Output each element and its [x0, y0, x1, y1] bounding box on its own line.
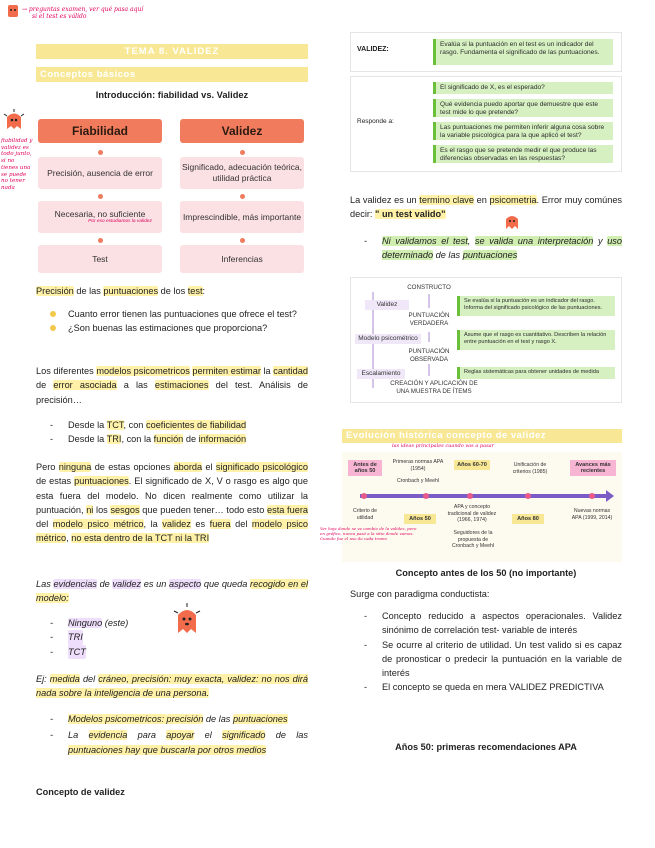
hl: TCT	[106, 420, 124, 430]
interpretacion-list	[350, 234, 622, 263]
puntuacion-observada: PUNTUACIÓN OBSERVADA	[408, 348, 450, 363]
anos50-heading: Años 50: primeras recomendaciones APA	[395, 742, 577, 752]
hl: aspecto	[168, 579, 202, 589]
hl: TRI	[68, 630, 83, 644]
validez-item-2: Imprescindible, más importante	[180, 201, 304, 233]
text: , con la	[121, 434, 154, 445]
text: que queda	[201, 579, 251, 589]
timeline-axis	[342, 486, 622, 506]
hl: coeficientes de fiabilidad	[145, 420, 247, 430]
top-handwritten-note	[22, 6, 222, 20]
hl: modelo psico métrico	[52, 519, 144, 529]
hl: Modelos psicometricos:	[68, 714, 167, 724]
validez-node: Validez	[365, 300, 409, 310]
text: Los diferentes	[36, 366, 97, 376]
concept-item-1: Concepto reducido a aspectos operacionales. Validez sinónimo de correlación test- variable de interés	[382, 611, 622, 636]
text: es un	[141, 579, 169, 589]
hl: recogido en el modelo:	[36, 579, 308, 604]
list-item	[364, 680, 622, 694]
hl: TRI	[106, 434, 122, 445]
text: de las	[265, 730, 308, 741]
responde-q3: Las puntuaciones me permiten inferir alguna cosa sobre la variable psicológica para la que aplicó el test?	[433, 122, 613, 140]
validez-header: Validez	[180, 119, 304, 143]
top-note-line1: → preguntas examen, ver qué pasa aquí	[22, 6, 144, 13]
timeline	[342, 452, 622, 562]
question-1: Cuanto error tienen las puntuaciones que ofrece el test?	[68, 309, 297, 319]
connector-dot	[98, 238, 103, 243]
text: . El significado de X, V o rasgo es algo que esta fuera del modelo. No dicen realmente como utilizar la puntuación,	[36, 476, 308, 515]
creacion-label: CREACIÓN Y APLICACIÓN DE UNA MUESTRA DE ÍTEMS	[390, 380, 478, 395]
dash-icon: -	[364, 611, 368, 621]
tl-nuevas: Nuevas normas APA (1999, 2014)	[571, 508, 613, 521]
hl: permiten estimar	[192, 366, 261, 376]
hl: esta fuera	[267, 504, 308, 515]
text: de	[96, 579, 113, 589]
precision-paragraph	[36, 284, 308, 298]
responde-q1: El significado de X, es el esperado?	[433, 82, 613, 94]
hl: validez	[112, 579, 142, 589]
tl-seguidores: Seguidores de la propuesta de Cronbach y Meehl	[451, 530, 495, 549]
text: del	[36, 519, 53, 529]
hl: no esta dentro de la TCT ni la TRI	[71, 533, 210, 544]
modelos-paragraph	[36, 364, 308, 407]
list-item	[364, 234, 622, 263]
example-list	[36, 712, 308, 757]
responde-label: Responde a:	[357, 118, 394, 125]
text: el	[194, 730, 223, 741]
fiabilidad-item-3: Test	[38, 245, 162, 273]
text: de estas opciones	[91, 462, 174, 472]
top-note-line2: si el test es válido	[32, 13, 87, 21]
dash-icon: -	[50, 618, 54, 628]
text: que pueden tener… todo esto	[139, 504, 268, 515]
validez-item-1: Significado, adecuación teórica, utilidad práctica	[180, 157, 304, 189]
text: de las	[203, 714, 233, 724]
tl-unificacion: Unificación de criterios (1985)	[512, 462, 548, 475]
text: de las	[433, 250, 463, 261]
text: Las	[36, 579, 54, 589]
hl: TCT	[68, 645, 86, 659]
connector-dot	[240, 150, 245, 155]
hl: modelos psicometricos	[96, 366, 190, 376]
hl: información	[198, 434, 247, 445]
hl: estimaciones	[154, 380, 209, 391]
text: de los	[158, 286, 188, 296]
list-item	[50, 307, 308, 321]
modelo-node: Modelo psicométrico	[355, 334, 421, 344]
connector-dot	[240, 194, 245, 199]
responde-q2: Qué evidencia puedo aportar que demuestre que este test mide lo que pretende?	[433, 99, 613, 117]
text: . Error muy comúnes decir:	[350, 195, 623, 220]
list-item	[50, 616, 176, 630]
hl: psicometria	[489, 195, 537, 205]
list-item	[50, 712, 308, 726]
dash-icon: -	[50, 730, 54, 741]
responde-q4: Es el rasgo que se pretende medir el que produce las diferencias observadas en las respuestas?	[433, 145, 613, 163]
hl: apoyar	[166, 730, 195, 741]
text: Desde la	[68, 434, 107, 445]
hl-test: test	[187, 286, 203, 296]
side-handwritten-note: fiabilidad y validez es todo junto, si no tienes una se puede no tener nada	[1, 138, 33, 191]
hl: evidencias	[53, 579, 97, 589]
validez-item-3: Inferencias	[180, 245, 304, 273]
hl: uso determinado	[382, 236, 623, 261]
hl: validez	[162, 519, 191, 529]
evidencias-paragraph	[36, 577, 308, 606]
text: es	[190, 519, 210, 529]
text: ,	[66, 533, 72, 544]
hl: termino clave	[419, 195, 475, 205]
hl: puntuaciones	[74, 476, 129, 487]
hl: significado psicológico	[215, 462, 309, 472]
text: La validez es un	[350, 195, 420, 205]
fiabilidad-item-2-note: Por eso estudiamos la validez	[88, 219, 152, 225]
question-list	[36, 307, 308, 336]
tl-a50: Años 50	[404, 514, 436, 524]
intro-title: Introducción: fiabilidad vs. Validez	[95, 90, 249, 100]
topic-banner: TEMA 8. VALIDEZ	[36, 44, 308, 59]
dash-icon: -	[50, 714, 54, 724]
hl: cantidad	[273, 366, 308, 376]
dash-icon: -	[364, 682, 368, 693]
significado-paragraph	[36, 460, 308, 546]
validez-label: VALIDEZ:	[357, 46, 389, 53]
text: , la	[143, 519, 163, 529]
escalamiento-node-text: Reglas sistemáticas para obtener unidades de medida	[457, 367, 615, 379]
termino-clave-paragraph	[350, 193, 622, 222]
text: de las	[73, 286, 104, 296]
dash-icon: -	[50, 434, 54, 445]
ghost-sticker-icon	[2, 108, 26, 132]
hl: Ninguno	[68, 618, 103, 628]
hl: sesgos	[110, 504, 140, 515]
dash-icon: -	[50, 420, 54, 430]
fiabilidad-item-1: Precisión, ausencia de error	[38, 157, 162, 189]
hl: puntuaciones hay que buscarla por otros medios	[68, 744, 267, 755]
validez-definition-panel	[350, 32, 622, 72]
tl-a80: Años 80	[512, 514, 544, 524]
list-item	[50, 728, 308, 757]
text: de	[183, 434, 199, 445]
tl-a6070: Años 60-70	[454, 460, 490, 470]
puntuacion-verdadera: PUNTUACIÓN VERDADERA	[408, 312, 450, 327]
text: del	[230, 519, 252, 529]
text: los	[93, 504, 111, 515]
hl-puntuaciones: puntuaciones	[103, 286, 159, 296]
connector-dot	[240, 238, 245, 243]
connector-dot	[98, 194, 103, 199]
hl: " un test valido"	[375, 209, 446, 220]
hl: medida	[49, 674, 80, 684]
text: del test. Análisis de precisión…	[36, 380, 309, 405]
antes50-heading: Concepto antes de los 50 (no importante)	[395, 568, 577, 578]
tl-cronbach: Cronbach y Meehl	[396, 478, 440, 484]
constructo-label: CONSTRUCTO	[407, 284, 451, 291]
text: a las	[116, 380, 155, 391]
text: para	[127, 730, 167, 741]
text: de estas	[36, 476, 75, 487]
hl: error asociada	[53, 380, 117, 391]
hl: se valida una interpretación	[474, 236, 594, 246]
analysis-list	[36, 418, 308, 447]
text: en	[474, 195, 490, 205]
list-item	[50, 418, 308, 432]
modelo-node-text: Asume que el rasgo es cuantitativo. Describen la relación entre puntuación en el test y rasgo X.	[457, 330, 615, 350]
text: el	[202, 462, 216, 472]
text: (este)	[102, 618, 129, 628]
text: :	[202, 286, 206, 296]
text: del	[79, 674, 99, 684]
fiabilidad-item-2-text: Necesaria, no suficiente	[54, 208, 146, 219]
text: de	[36, 380, 54, 391]
concept-item-2: Se ocurre al criterio de utilidad. Un test valido si es capaz de pronosticar o predecir la puntuación en la variable de interés	[382, 639, 622, 678]
hl: ninguna	[58, 462, 92, 472]
hl: puntuaciones	[232, 714, 288, 724]
section-banner: Conceptos básicos	[36, 67, 308, 82]
dash-icon: -	[50, 632, 54, 643]
ghost-sticker-icon	[7, 4, 19, 18]
text: La	[68, 730, 89, 741]
connector-dot	[98, 150, 103, 155]
tl-avances: Avances más recientes	[570, 460, 616, 476]
concept-item-3: El concepto se queda en mera VALIDEZ PREDICTIVA	[382, 682, 604, 693]
conductista-list	[350, 609, 622, 695]
fiabilidad-validez-diagram	[36, 115, 308, 275]
hl: evidencia	[88, 730, 128, 741]
hl: inteligencia	[94, 688, 141, 699]
dash-icon: -	[50, 646, 54, 657]
ghost-sticker-icon	[172, 603, 202, 637]
text: Pero	[36, 462, 59, 472]
constructo-diagram	[350, 277, 622, 403]
text: Desde la	[68, 420, 107, 430]
conductista-paragraph: Surge con paradigma conductista:	[350, 589, 490, 599]
tl-apa6674: APA y concepto tradicional de validez (1966, 1974)	[447, 504, 497, 523]
text: ,	[467, 236, 475, 246]
evolution-handwritten-note: las ideas principales cuando vas a pasar	[392, 443, 495, 449]
concepto-validez-heading: Concepto de validez	[36, 787, 125, 797]
fiabilidad-header: Fiabilidad	[38, 119, 162, 143]
hl: aborda	[173, 462, 203, 472]
hl: fuera	[209, 519, 231, 529]
evolution-banner: Evolución histórica concepto de validez	[342, 429, 622, 443]
ghost-sticker-icon	[502, 211, 522, 231]
fiabilidad-item-2	[38, 201, 162, 233]
hl: , precisión: muy exacta, validez: no nos dirá nada sobre la	[36, 674, 308, 699]
hl: modelo psico métrico	[36, 519, 308, 544]
text: la	[260, 366, 274, 376]
bullet-icon	[50, 321, 60, 335]
list-item	[364, 609, 622, 638]
validez-definition: Evalúa si la puntuación en el test es un indicador del rasgo. Fundamenta el significado de las puntuaciones.	[433, 39, 613, 65]
timeline-handwritten-note: Ver hoja donde se ve cambio de la validez, pero en gráfico, nunca pasó a la sitio donde vamos. Cuando fue el uso de cada tramo	[320, 526, 417, 541]
tl-antes50: Antes de años 50	[348, 460, 382, 476]
hl-precision: Precisión	[36, 286, 74, 296]
hl: cráneo	[98, 674, 127, 684]
hl: Ni validamos el test	[382, 236, 468, 246]
question-2: ¿Son buenas las estimaciones que proporciona?	[68, 323, 268, 334]
list-item	[50, 432, 308, 446]
hl: precisión	[166, 714, 204, 724]
responde-panel	[350, 76, 622, 172]
craneo-paragraph	[36, 672, 308, 701]
text: y	[593, 236, 608, 246]
hl: ni	[86, 504, 94, 515]
hl: función	[153, 434, 184, 445]
tl-criterio: Criterio de utilidad	[353, 508, 377, 521]
hl: puntuaciones	[462, 250, 518, 261]
list-item	[50, 630, 176, 644]
tl-normas54: Primeras normas APA (1954)	[392, 459, 444, 472]
list-item	[50, 321, 308, 335]
dash-icon: -	[364, 639, 368, 650]
list-item	[50, 645, 176, 659]
hl: de una persona.	[140, 688, 210, 699]
escalamiento-node: Escalamiento	[357, 369, 405, 379]
hl: significado	[222, 730, 266, 741]
list-item	[364, 638, 622, 681]
model-list	[36, 616, 176, 659]
text: Ej:	[36, 674, 50, 684]
text: , con	[123, 420, 146, 430]
bullet-icon	[50, 307, 60, 321]
validez-node-text: Se evalúa si la puntuación es un indicador del rasgo. Informa del significado psicológico de las puntuaciones.	[457, 296, 615, 316]
dash-icon: -	[364, 236, 368, 246]
